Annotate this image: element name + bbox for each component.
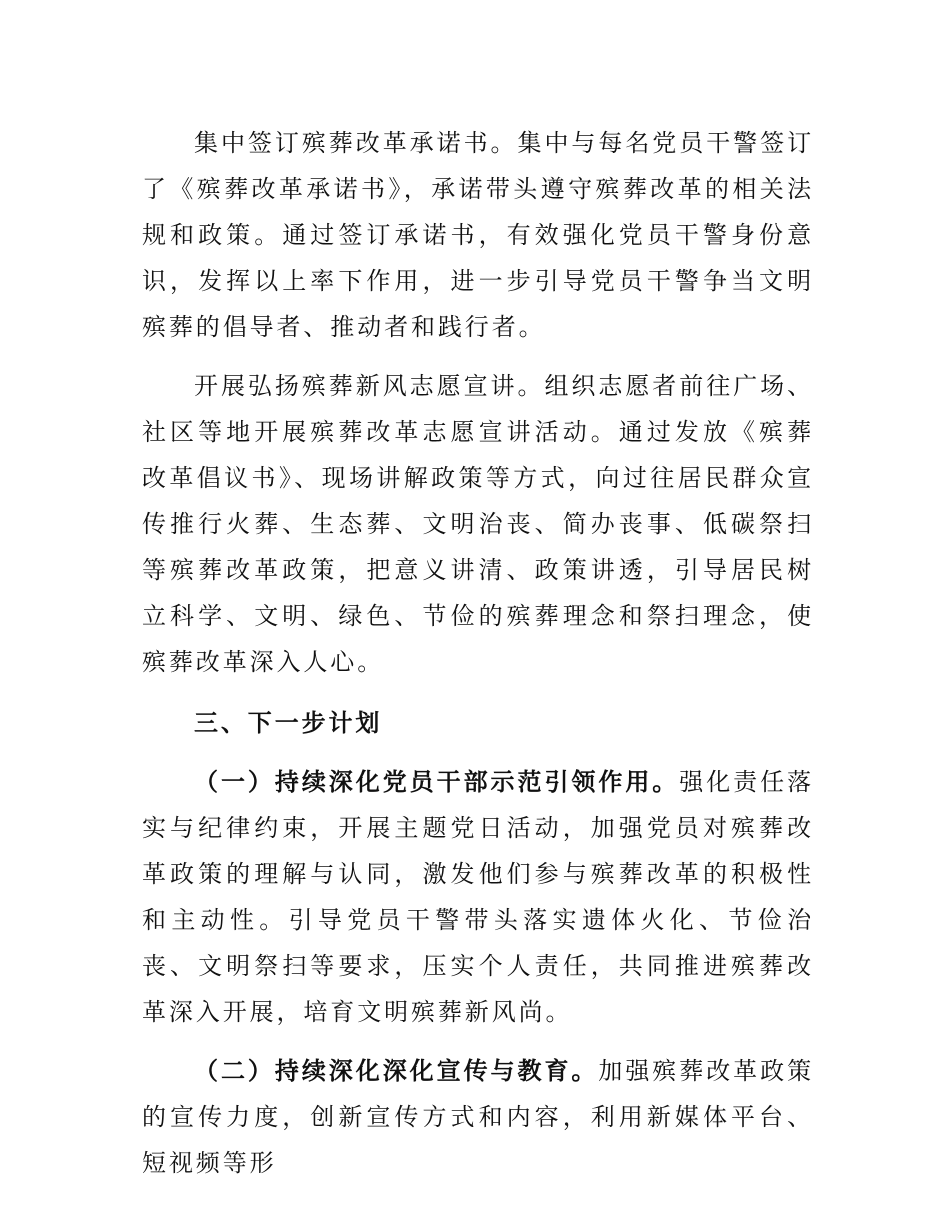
plan-item-title: （一）持续深化党员干部示范引领作用。 <box>194 768 680 796</box>
document-body <box>142 120 814 1186</box>
section-heading-next-steps: 三、下一步计划 <box>194 709 383 737</box>
plan-item-body: 强化责任落实与纪律约束，开展主题党日活动，加强党员对殡葬改革政策的理解与认同，激发他们参与殡葬改革的积极性和主动性。引导党员干警带头落实遗体火化、节俭治丧、文明祭扫等要求，压实个人责任，共同推进殡葬改革深入开展，培育文明殡葬新风尚。 <box>142 768 815 1026</box>
plan-item-party-leadership <box>142 759 814 1035</box>
plan-item-publicity-education <box>142 1048 814 1186</box>
paragraph-signing-pledge: 集中签订殡葬改革承诺书。集中与每名党员干警签订了《殡葬改革承诺书》，承诺带头遵守殡葬改革的相关法规和政策。通过签订承诺书，有效强化党员干警身份意识，发挥以上率下作用，进一步引导党员干警争当文明殡葬的倡导者、推动者和践行者。 <box>142 129 814 341</box>
plan-item-body: 加强殡葬改革政策的宣传力度，创新宣传方式和内容，利用新媒体平台、短视频等形 <box>142 1057 815 1177</box>
plan-item-title: （二）持续深化深化宣传与教育。 <box>194 1057 599 1085</box>
paragraph-volunteer-promotion: 开展弘扬殡葬新风志愿宣讲。组织志愿者前往广场、社区等地开展殡葬改革志愿宣讲活动。通过发放《殡葬改革倡议书》、现场讲解政策等方式，向过往居民群众宣传推行火葬、生态葬、文明治丧、简办丧事、低碳祭扫等殡葬改革政策，把意义讲清、政策讲透，引导居民树立科学、文明、绿色、节俭的殡葬理念和祭扫理念，使殡葬改革深入人心。 <box>142 372 814 676</box>
